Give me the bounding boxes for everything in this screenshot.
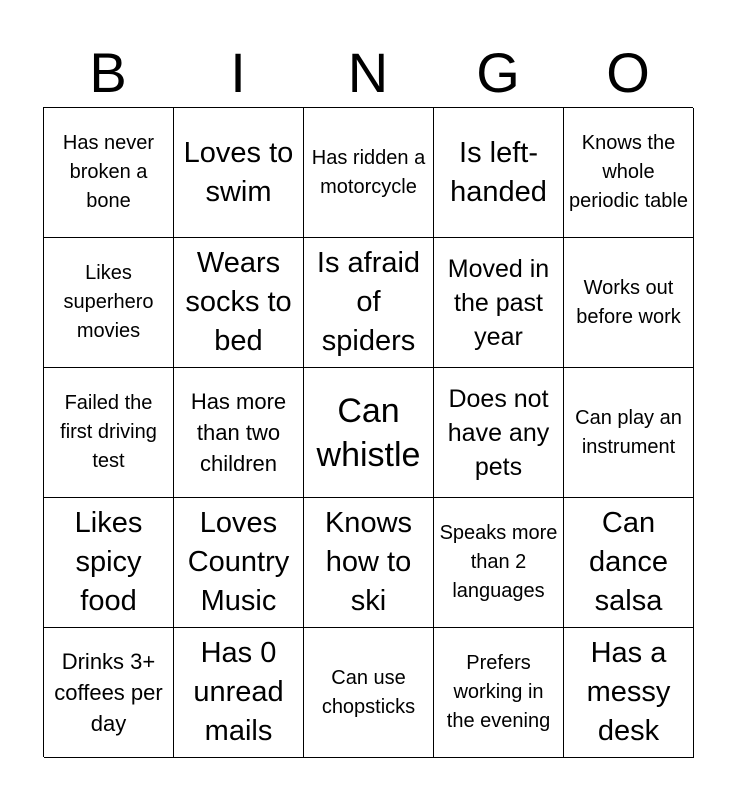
bingo-cell[interactable]: Has more than two children: [174, 368, 304, 498]
bingo-cell[interactable]: Likes spicy food: [44, 498, 174, 628]
bingo-cell[interactable]: Is left-handed: [434, 108, 564, 238]
header-letter-o: O: [606, 41, 650, 104]
bingo-cell[interactable]: Works out before work: [564, 238, 694, 368]
header-letter-g: G: [476, 41, 520, 104]
bingo-cell[interactable]: Moved in the past year: [434, 238, 564, 368]
bingo-card-grid: [43, 107, 693, 757]
header-letter-b: B: [89, 41, 127, 104]
header-letter-n: N: [347, 41, 389, 104]
bingo-cell[interactable]: Has 0 unread mails: [174, 628, 304, 758]
bingo-cell[interactable]: Can whistle: [304, 368, 434, 498]
bingo-cell[interactable]: Has a messy desk: [564, 628, 694, 758]
bingo-cell[interactable]: Can play an instrument: [564, 368, 694, 498]
bingo-cell[interactable]: Likes superhero movies: [44, 238, 174, 368]
bingo-cell[interactable]: Prefers working in the evening: [434, 628, 564, 758]
bingo-cell[interactable]: Knows how to ski: [304, 498, 434, 628]
bingo-cell[interactable]: Is afraid of spiders: [304, 238, 434, 368]
bingo-cell[interactable]: Can dance salsa: [564, 498, 694, 628]
bingo-cell[interactable]: Drinks 3+ coffees per day: [44, 628, 174, 758]
bingo-cell[interactable]: Wears socks to bed: [174, 238, 304, 368]
bingo-cell[interactable]: Can use chopsticks: [304, 628, 434, 758]
bingo-cell[interactable]: Has ridden a motorcycle: [304, 108, 434, 238]
bingo-cell[interactable]: Loves Country Music: [174, 498, 304, 628]
bingo-header: [43, 38, 693, 108]
bingo-cell[interactable]: Has never broken a bone: [44, 108, 174, 238]
bingo-cell[interactable]: Failed the first driving test: [44, 368, 174, 498]
bingo-cell[interactable]: Loves to swim: [174, 108, 304, 238]
bingo-cell[interactable]: Speaks more than 2 languages: [434, 498, 564, 628]
header-letter-i: I: [230, 41, 246, 104]
bingo-cell[interactable]: Does not have any pets: [434, 368, 564, 498]
bingo-cell[interactable]: Knows the whole periodic table: [564, 108, 694, 238]
